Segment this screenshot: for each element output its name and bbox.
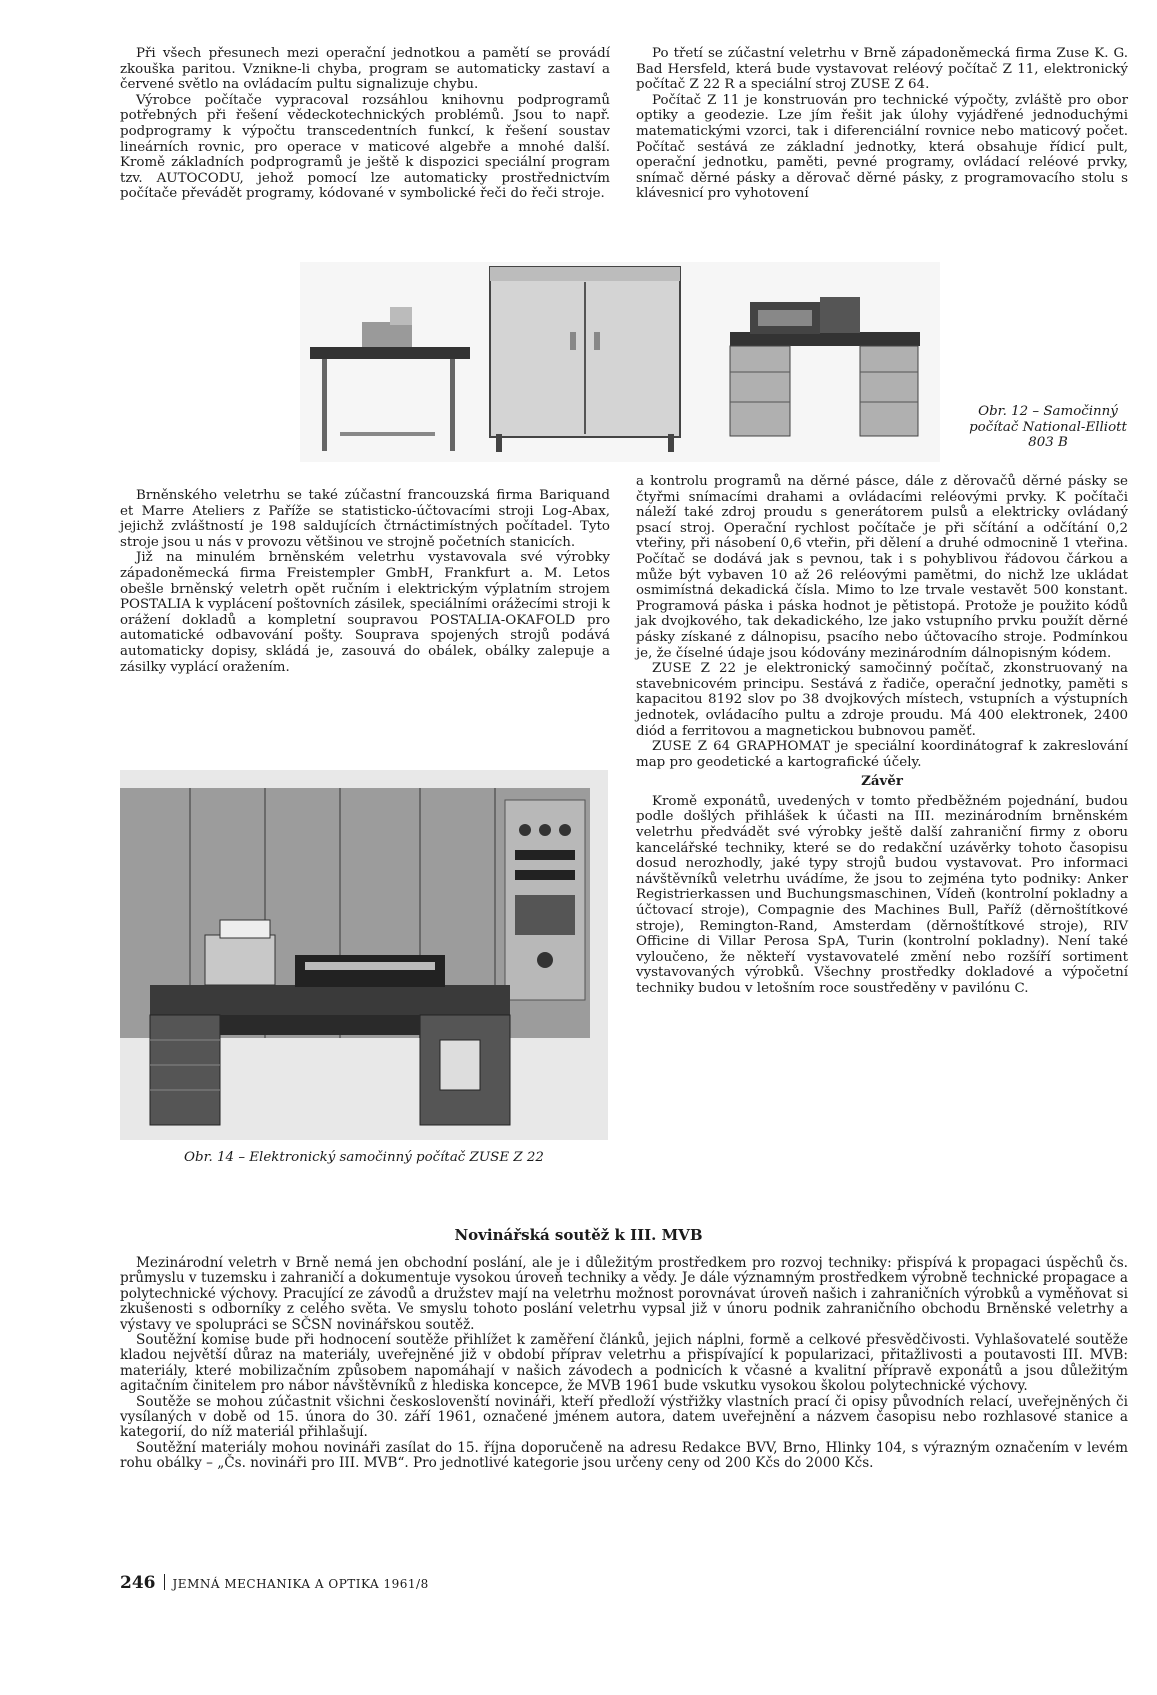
paragraph: ZUSE Z 22 je elektronický samočinný počítač, zkonstruovaný na stavebnicovém principu. Sestává z řadiče, operační jednotky, paměti s kapacitou 8192 slov po 38 dvojkových místech, vstupních a výstupních jednotek, ovládacího pultu a zdroje proudu. Má 400 elektronek, 2400 diód a ferritovou a magnetickou bubnovou paměť. [636, 661, 1128, 739]
paragraph: a kontrolu programů na děrné pásce, dále z děrovačů děrné pásky se čtyřmi snímacími drahami a ovládacími reléovými prvky. K počítači náleží také zdroj proudu s generátorem pulsů a elektricky ovládaný psací stroj. Operační rychlost počítače je při sčítání a odčítání 0,2 vteřiny, při násobení 0,6 vteřin, při dělení a druhé odmocnině 1 vteřina. Počítač se dodává jak s pevnou, tak i s pohyblivou řádovou čárkou a může být vybaven 10 až 26 reléovými pamětmi, do nichž lze ukládat osmimístná dekadická čísla. Mimo to lze trvale vestavět 500 konstant. Programová páska i páska hodnot je pětistopá. Protože je použito kódů jak dvojkového, tak dekadického, lze jako vstupního prvku použít děrné pásky získané z dálnopisu, psacího nebo účtovacího stroje. Podmínkou je, že číselné údaje jsou kódovány mezinárodním dálnopisným kódem. [636, 474, 1128, 661]
paragraph: Po třetí se zúčastní veletrhu v Brně západoněmecká firma Zuse K. G. Bad Hersfeld, která bude vystavovat reléový počítač Z 11, elektronický počítač Z 22 R a speciální stroj ZUSE Z 64. [636, 46, 1128, 93]
journal-name: JEMNÁ MECHANIKA A OPTIKA 1961/8 [172, 1577, 429, 1591]
paragraph: Brněnského veletrhu se také zúčastní francouzská firma Bariquand et Marre Ateliers z Paříže se statisticko-účtovacími stroji Log-Abax, jejichž zvláštností je 198 saldujících čtrnáctimístných počítadel. Tyto stroje jsou u nás v provozu většinou ve strojně početních stanicích. [120, 488, 610, 550]
paragraph: ZUSE Z 64 GRAPHOMAT je speciální koordinátograf k zakreslování map pro geodetické a kartografické účely. [636, 739, 1128, 770]
footer-divider [164, 1574, 165, 1590]
figure-12-photo [300, 262, 940, 462]
paragraph: Při všech přesunech mezi operační jednotkou a pamětí se provádí zkouška paritou. Vznikne-li chyba, program se automaticky zastaví a červené světlo na ovládacím pultu signalizuje chybu. [120, 46, 610, 93]
paragraph: Soutěžní materiály mohou novináři zasílat do 15. října doporučeně na adresu Redakce BVV, Brno, Hlinky 104, s výrazným označením v levém rohu obálky – „Čs. novináři pro III. MVB“. Pro jednotlivé kategorie jsou určeny ceny od 200 Kčs do 2000 Kčs. [120, 1439, 1128, 1472]
paragraph: Počítač Z 11 je konstruován pro technické výpočty, zvláště pro obor optiky a geodezie. Lze jím řešit jak úlohy vyjádřené jednoduchými matematickými vzorci, tak i diferenciální rovnice nebo maticový počet. Počítač sestává ze základní jednotky, která obsahuje řídicí pult, operační jednotku, paměti, pevné programy, ovládací reléové prvky, snímač děrné pásky a děrovač děrné pásky, z programovacího stolu s klávesnicí pro vyhotovení [636, 92, 1128, 202]
col1-mid [120, 488, 610, 675]
col1-top [120, 46, 610, 202]
paragraph: Kromě exponátů, uvedených v tomto předběžném pojednání, budou podle došlých přihlášek k účasti na III. mezinárodním brněnském veletrhu předvádět své výrobky ještě další zahraniční firmy z oboru kancelářské techniky, které se do redakční uzávěrky tohoto časopisu dosud nerozhodly, jaké typy strojů budou vystavovat. Pro informaci návštěvníků veletrhu uvádíme, že jsou to zejména tyto podniky: Anker Registrierkassen und Buchungsmaschinen, Vídeň (kontrolní pokladny a účtovací stroje), Compagnie des Machines Bull, Paříž (děrnoštítkové stroje), Remington-Rand, Amsterdam (děrnoštítkové stroje), RIV Officine di Villar Perosa SpA, Turin (kontrolní pokladny). Není také vyloučeno, že někteří vystavovatelé změní nebo rozšíří sortiment vystavovaných výrobků. Všechny prostředky dokladové a výpočetní techniky budou v letošním roce soustředěny v pavilónu C. [636, 793, 1128, 996]
paragraph: Již na minulém brněnském veletrhu vystavovala své výrobky západoněmecká firma Freistempler GmbH, Frankfurt a. M. Letos obešle brněnský veletrh opět ručním i elektrickým výplatním strojem POSTALIA k vyplácení poštovních zásilek, speciálními orážecími stroji k orážení dokladů a kompletní soupravou POSTALIA-OKAFOLD pro automatické odbavování pošty. Souprava spojených strojů podává automaticky dopisy, skládá je, zasouvá do obálek, obálky zalepuje a zásilky vyplácí oražením. [120, 550, 610, 675]
figure-14-caption: Obr. 14 – Elektronický samočinný počítač ZUSE Z 22 [184, 1150, 544, 1165]
col2-mid [636, 474, 1128, 997]
page-footer [120, 1573, 429, 1593]
paragraph: Výrobce počítače vypracoval rozsáhlou knihovnu podprogramů potřebných při řešení vědeckotechnických problémů. Jsou to např. podprogramy k výpočtu transcedentních funkcí, k řešení soustav lineárních rovnic, pro operace v maticové algebře a mnohé další. Kromě základních podprogramů je ještě k dispozici speciální program tzv. AUTOCODU, jehož pomocí lze automaticky prostřednictvím počítače převádět programy, kódované v symbolické řeči do řeči stroje. [120, 92, 610, 202]
figure-12-caption: Obr. 12 – Samočinný počítač National-Elliott 803 B [969, 404, 1127, 451]
bottom-text [120, 1256, 1128, 1472]
section-title: Novinářská soutěž k III. MVB [454, 1226, 703, 1244]
conclusion-heading: Závěr [861, 773, 903, 790]
paragraph: Mezinárodní veletrh v Brně nemá jen obchodní poslání, ale je i důležitým prostředkem pro rozvoj techniky: přispívá k propagaci úspěchů čs. průmyslu v tuzemsku i zahraničí a dokumentuje vysokou úroveň techniky a vědy. Je dále významným prostředkem výrobně technické propagace a polytechnické výchovy. Pracující ze závodů a družstev mají na veletrhu možnost porovnávat úroveň našich i zahraničních výrobků a vyměňovat si zkušenosti s odborníky z celého světa. Ve smyslu tohoto poslání veletrhu vypsal již v únoru podnik zahraničního obchodu Brněnské veletrhy a výstavy ve spolupráci se SČSN novinářskou soutěž. [120, 1255, 1128, 1333]
page-number: 246 [120, 1573, 156, 1593]
paragraph: Soutěžní komise bude při hodnocení soutěže přihlížet k zaměření článků, jejich náplni, formě a celkové přesvědčivosti. Vyhlašovatelé soutěže kladou největší důraz na materiály, uveřejněné již v období příprav veletrhu a přispívající k popularizaci, přitažlivosti a poutavosti III. MVB: materiály, které mobilizačním způsobem napomáhají v našich závodech a podnicích k včasné a kvalitní přípravě exponátů a jsou důležitým agitačním činitelem pro nábor návštěvníků z hlediska koncepce, že MVB 1961 bude vskutku vysokou školou polytechnické výchovy. [120, 1332, 1128, 1395]
figure-14-photo [120, 770, 608, 1140]
col2-top [636, 46, 1128, 202]
paragraph: Soutěže se mohou zúčastnit všichni českoslovenští novináři, kteří předloží výstřižky vlastních prací či opisy původních relací, uveřejněných či vysílaných v době od 15. února do 30. září 1961, označené jménem autora, datem uveřejnění a názvem časopisu nebo rozhlasové stanice a kategorií, do níž materiál přihlašují. [120, 1393, 1128, 1441]
